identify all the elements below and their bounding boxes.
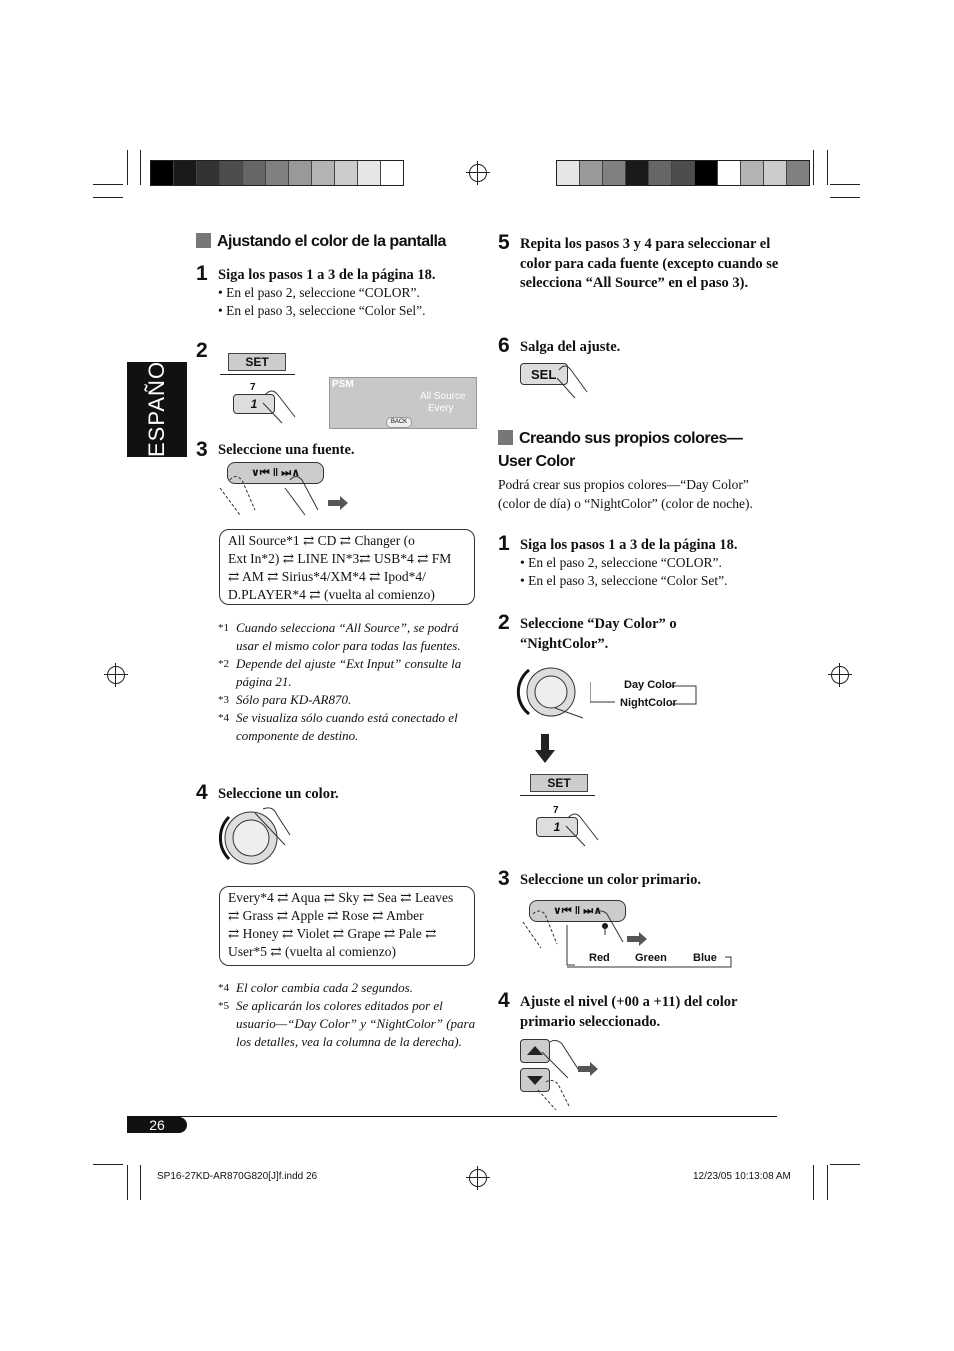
crop-mark	[140, 1165, 141, 1200]
step-number: 1	[498, 532, 510, 555]
fingers-icon	[210, 470, 350, 520]
note-mark: *2	[218, 658, 229, 670]
color-bar-left	[150, 160, 404, 186]
crop-mark	[127, 1165, 128, 1200]
psm-title: PSM	[332, 379, 354, 390]
color-line: Every*4 ⇄ Aqua ⇄ Sky ⇄ Sea ⇄ Leaves	[228, 890, 454, 905]
step-text: Siga los pasos 1 a 3 de la página 18.	[520, 537, 738, 553]
psm-line-1: All Source	[420, 391, 466, 402]
intro-paragraph: Podrá crear sus propios colores—“Day Color” (color de día) o “NightColor” (color de noche).	[498, 477, 753, 511]
crop-mark	[127, 150, 128, 185]
control-dial-icon	[515, 662, 595, 722]
note-text: Sólo para KD-AR870.	[236, 692, 352, 707]
registration-mark	[107, 666, 125, 684]
bullet-list	[218, 284, 426, 320]
step-text: Seleccione una fuente.	[218, 442, 355, 458]
step-number: 2	[498, 611, 510, 634]
key-number: 7	[250, 382, 256, 393]
step-number: 2	[196, 339, 208, 362]
step-number: 6	[498, 334, 510, 357]
crop-mark	[813, 1165, 814, 1200]
color-green: Green	[635, 952, 667, 964]
psm-back: BACK	[386, 417, 412, 428]
source-box	[219, 529, 475, 605]
psm-display	[329, 377, 477, 429]
bullet-list	[520, 554, 728, 590]
crop-mark	[813, 150, 814, 185]
note-text: Depende del ajuste “Ext Input” consulte la página 21.	[236, 656, 462, 689]
set-button-illustration	[520, 773, 595, 796]
section-square-icon	[196, 233, 211, 248]
language-tab-label: ESPAÑOL	[144, 347, 169, 457]
note-mark: *4	[218, 982, 229, 994]
crop-mark	[93, 1164, 123, 1165]
color-bar-right	[556, 160, 810, 186]
heading-text: Ajustando el color de la pantalla	[217, 233, 446, 250]
notes-2	[218, 979, 476, 1051]
crop-mark	[93, 184, 123, 185]
bottom-rule	[127, 1116, 777, 1117]
set-button-illustration	[220, 352, 295, 375]
bullet-item: • En el paso 2, seleccione “COLOR”.	[218, 284, 426, 302]
note-mark: *3	[218, 694, 229, 706]
language-tab	[127, 347, 187, 457]
section-heading-right	[498, 427, 768, 473]
note-text: El color cambia cada 2 segundos.	[236, 980, 413, 995]
color-blue: Blue	[693, 952, 717, 964]
heading-text: Creando sus propios colores—User Color	[498, 430, 743, 470]
note-row	[218, 997, 476, 1051]
color-box	[219, 886, 475, 966]
bullet-item: • En el paso 3, seleccione “Color Sel”.	[218, 302, 426, 320]
preset-key-1: 1	[536, 817, 578, 837]
page-number: 26	[127, 1117, 187, 1133]
note-mark: *1	[218, 622, 229, 634]
color-line: User*5 ⇄ (vuelta al comienzo)	[228, 944, 396, 959]
step-text: Ajuste el nivel (+00 a +11) del color primario seleccionado.	[520, 994, 738, 1030]
source-line: Ext In*2) ⇄ LINE IN*3⇄ USB*4 ⇄ FM	[228, 551, 452, 566]
bullet-item: • En el paso 2, seleccione “COLOR”.	[520, 554, 728, 572]
step-number: 1	[196, 262, 208, 285]
control-dial-icon	[215, 805, 295, 870]
note-text: Se aplicarán los colores editados por el usuario—“Day Color” y “NightColor” (para los detalles, vea la columna de la derecha).	[236, 998, 476, 1049]
note-mark: *4	[218, 712, 229, 724]
color-red: Red	[589, 952, 610, 964]
note-row	[218, 655, 476, 691]
step-number: 5	[498, 231, 510, 254]
crop-mark	[827, 1165, 828, 1200]
sel-button: SEL	[520, 363, 568, 385]
color-line: ⇄ Honey ⇄ Violet ⇄ Grape ⇄ Pale ⇄	[228, 926, 437, 941]
step-number: 3	[196, 438, 208, 461]
crop-mark	[830, 1164, 860, 1165]
note-text: Cuando selecciona “All Source”, se podrá usar el mismo color para todas las fuentes.	[236, 620, 461, 653]
crop-mark	[827, 150, 828, 185]
color-line: ⇄ Grass ⇄ Apple ⇄ Rose ⇄ Amber	[228, 908, 424, 923]
psm-line-2: Every	[428, 403, 454, 414]
finger-icon	[563, 808, 603, 848]
crop-mark	[830, 184, 860, 185]
notes-1	[218, 619, 476, 745]
registration-mark	[831, 666, 849, 684]
note-row	[218, 619, 476, 655]
note-row	[218, 979, 476, 997]
option-day-color: Day Color	[624, 679, 676, 691]
seek-buttons: ∨⏮ ‖ ⏭∧	[227, 462, 324, 484]
step-text: Salga del ajuste.	[520, 339, 621, 355]
preset-key-1: 1	[233, 394, 275, 414]
finger-icon	[260, 385, 300, 425]
registration-mark	[469, 164, 487, 182]
note-mark: *5	[218, 1000, 229, 1012]
note-row	[218, 709, 476, 745]
registration-mark	[469, 1169, 487, 1187]
footer-date: 12/23/05 10:13:08 AM	[693, 1171, 791, 1182]
seek-buttons: ∨⏮ ‖ ⏭∧	[529, 900, 626, 922]
note-row	[218, 691, 476, 709]
section-heading-left	[196, 233, 446, 251]
set-button-label: SET	[530, 774, 588, 792]
crop-mark	[830, 197, 860, 198]
bullet-item: • En el paso 3, seleccione “Color Set”.	[520, 572, 728, 590]
source-line: D.PLAYER*4 ⇄ (vuelta al comienzo)	[228, 587, 435, 602]
crop-mark	[140, 150, 141, 185]
step-text: Siga los pasos 1 a 3 de la página 18.	[218, 267, 436, 283]
down-arrow-icon	[534, 734, 556, 764]
set-button-label: SET	[228, 353, 286, 371]
step-number: 4	[196, 781, 208, 804]
source-line: All Source*1 ⇄ CD ⇄ Changer (o	[228, 533, 415, 548]
step-text: Seleccione “Day Color” o “NightColor”.	[520, 616, 677, 652]
section-square-icon	[498, 430, 513, 445]
source-line: ⇄ AM ⇄ Sirius*4/XM*4 ⇄ Ipod*4/	[228, 569, 426, 584]
step-text: Repita los pasos 3 y 4 para seleccionar el color para cada fuente (excepto cuando se selecciona “All Source” en el paso 3).	[520, 236, 779, 291]
step-text: Seleccione un color primario.	[520, 872, 701, 888]
finger-icon	[555, 360, 595, 400]
step-text: Seleccione un color.	[218, 786, 339, 802]
note-text: Se visualiza sólo cuando está conectado el componente de destino.	[236, 710, 458, 743]
step-number: 4	[498, 989, 510, 1012]
fingers-icon	[530, 1038, 605, 1110]
footer-file: SP16-27KD-AR870G820[J]f.indd 26	[157, 1171, 318, 1182]
key-number: 7	[553, 805, 559, 816]
step-number: 3	[498, 867, 510, 890]
crop-mark	[93, 197, 123, 198]
option-night-color: NightColor	[620, 697, 677, 709]
